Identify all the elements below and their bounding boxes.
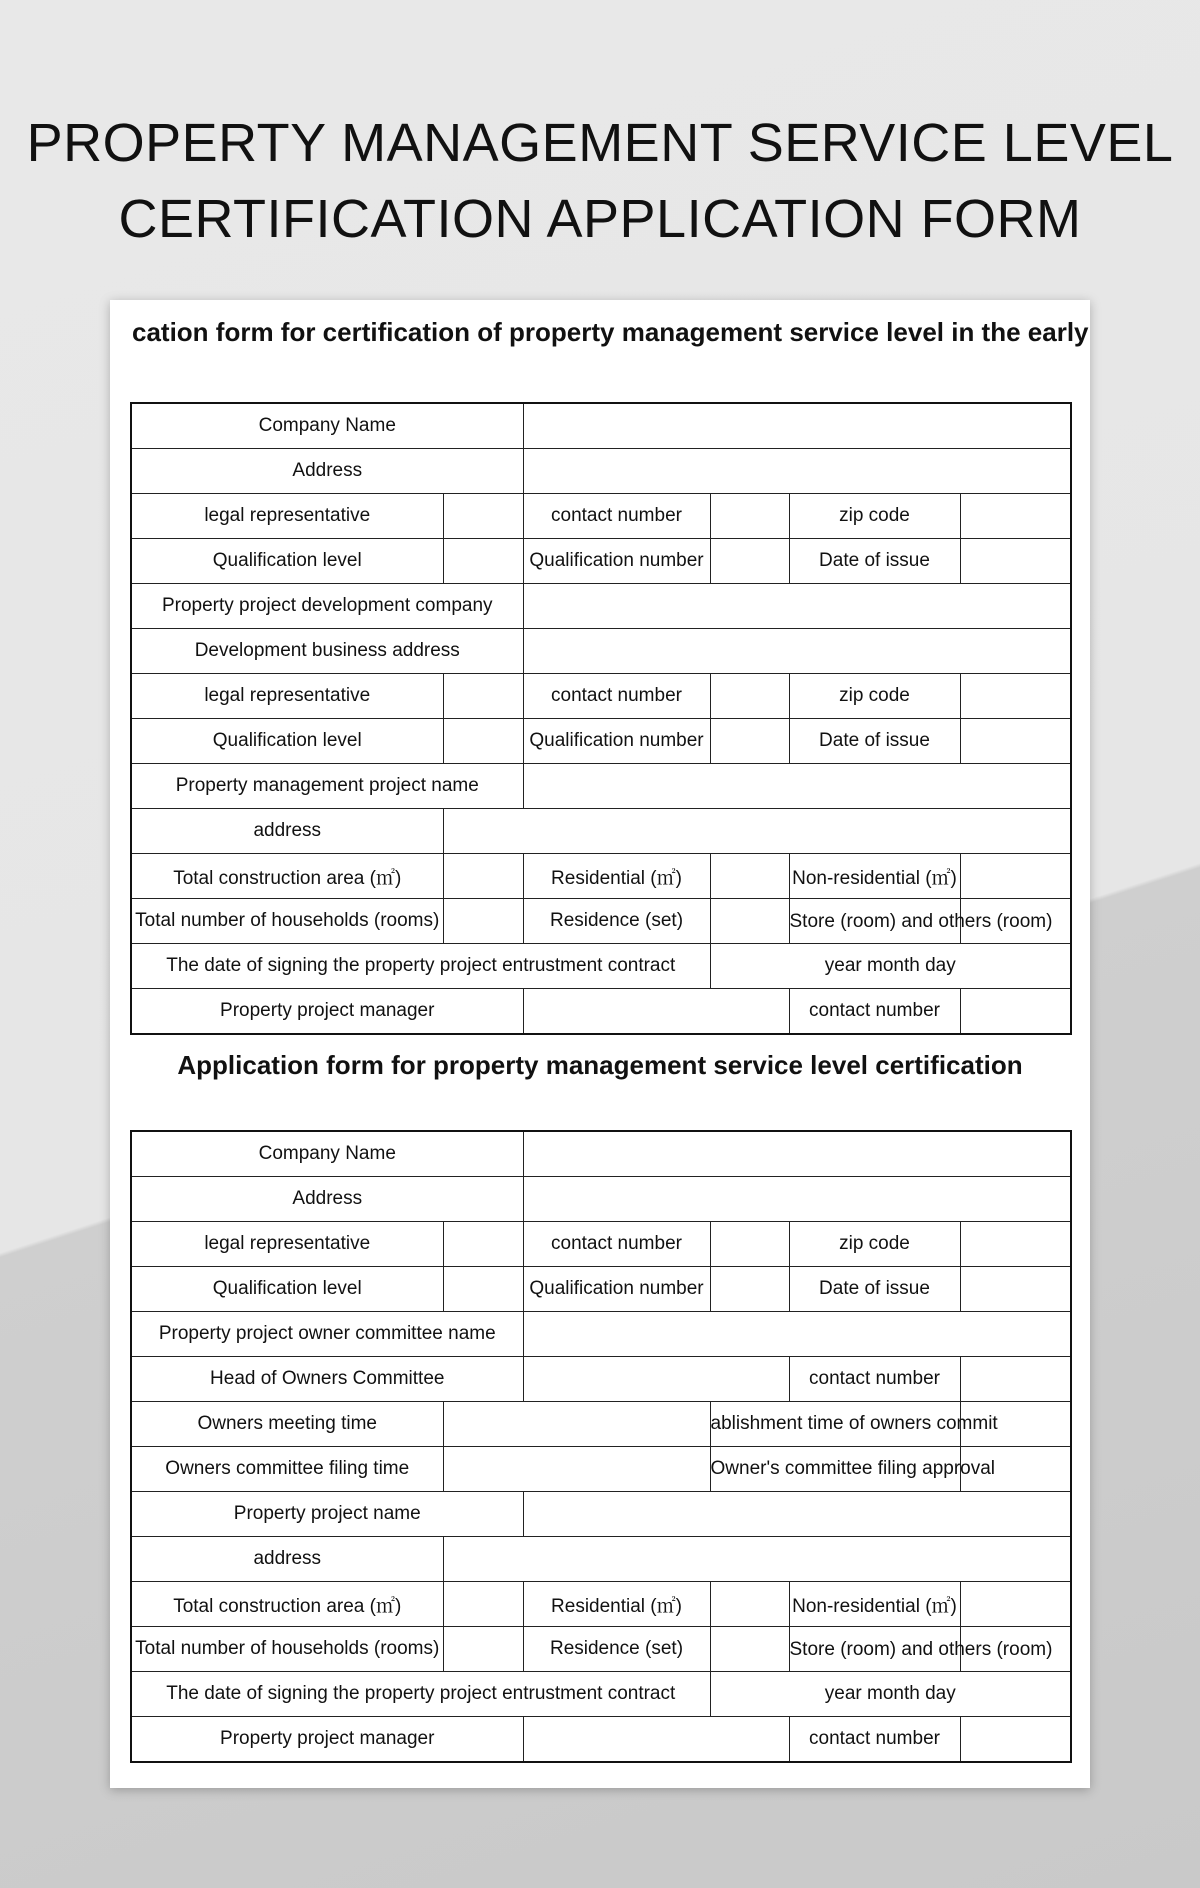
label-residence-set: Residence (set) [523, 899, 710, 944]
field-project-address[interactable] [443, 809, 1071, 854]
label-project-address: address [131, 809, 443, 854]
table-row [131, 1222, 1071, 1267]
table-row [131, 1447, 1071, 1492]
label-total-area: Total construction area (㎡) [131, 854, 443, 899]
field-manager-contact[interactable] [960, 989, 1071, 1035]
label-filing-time: Owners committee filing time [131, 1447, 443, 1492]
field-zip-code[interactable] [960, 494, 1071, 539]
table-row [131, 1537, 1071, 1582]
field-non-residential[interactable] [960, 1582, 1071, 1627]
field-project-name[interactable] [523, 764, 1071, 809]
table-row [131, 1177, 1071, 1222]
field-project-address[interactable] [443, 1537, 1071, 1582]
label-contract-date: The date of signing the property project entrustment contract [131, 1672, 710, 1717]
label-address: Address [131, 449, 523, 494]
field-head-of-committee[interactable] [523, 1357, 789, 1402]
label-qualification-level: Qualification level [131, 1267, 443, 1312]
field-qualification-number[interactable] [710, 719, 789, 764]
table-row [131, 674, 1071, 719]
field-non-residential[interactable] [960, 854, 1071, 899]
field-residence-set[interactable] [710, 899, 789, 944]
label-project-name: Property project name [131, 1492, 523, 1537]
table-row [131, 719, 1071, 764]
page-title-line1: PROPERTY MANAGEMENT SERVICE LEVEL [26, 113, 1174, 173]
table-row [131, 1492, 1071, 1537]
label-store: Store (room) and others (room) [789, 899, 960, 944]
field-residential[interactable] [710, 1582, 789, 1627]
label-qualification-level: Qualification level [131, 719, 443, 764]
field-filing-time[interactable] [443, 1447, 710, 1492]
table-row [131, 989, 1071, 1035]
table-row [131, 1267, 1071, 1312]
field-date-of-issue[interactable] [960, 539, 1071, 584]
field-address[interactable] [523, 1177, 1071, 1222]
field-legal-representative[interactable] [443, 674, 523, 719]
label-zip-code: zip code [789, 1222, 960, 1267]
field-date-of-issue[interactable] [960, 719, 1071, 764]
label-contract-date: The date of signing the property project entrustment contract [131, 944, 710, 989]
table-row [131, 1627, 1071, 1672]
label-non-residential: Non-residential (㎡) [789, 1582, 960, 1627]
table-row [131, 944, 1071, 989]
label-address: Address [131, 1177, 523, 1222]
label-development-address: Development business address [131, 629, 523, 674]
form-sheet [110, 300, 1090, 1788]
label-head-contact: contact number [789, 1357, 960, 1402]
label-project-address: address [131, 1537, 443, 1582]
field-legal-representative[interactable] [443, 494, 523, 539]
field-qualification-level[interactable] [443, 539, 523, 584]
field-meeting-time[interactable] [443, 1402, 710, 1447]
label-qualification-number: Qualification number [523, 539, 710, 584]
label-company-name: Company Name [131, 403, 523, 449]
field-contract-date[interactable]: year month day [710, 944, 1071, 989]
label-store: Store (room) and others (room) [789, 1627, 960, 1672]
field-zip-code[interactable] [960, 674, 1071, 719]
label-residence-set: Residence (set) [523, 1627, 710, 1672]
field-project-name[interactable] [523, 1492, 1071, 1537]
label-meeting-time: Owners meeting time [131, 1402, 443, 1447]
field-address[interactable] [523, 449, 1071, 494]
field-company-name[interactable] [523, 1131, 1071, 1177]
field-contact-number[interactable] [710, 674, 789, 719]
form1-table [130, 402, 1072, 1035]
page-title [0, 105, 1200, 257]
table-row [131, 764, 1071, 809]
label-non-residential: Non-residential (㎡) [789, 854, 960, 899]
field-legal-representative[interactable] [443, 1222, 523, 1267]
table-row [131, 629, 1071, 674]
table-row [131, 1582, 1071, 1627]
field-qualification-level[interactable] [443, 1267, 523, 1312]
label-development-company: Property project development company [131, 584, 523, 629]
field-households[interactable] [443, 1627, 523, 1672]
field-contract-date[interactable]: year month day [710, 1672, 1071, 1717]
label-zip-code: zip code [789, 494, 960, 539]
table-row [131, 494, 1071, 539]
field-company-name[interactable] [523, 403, 1071, 449]
label-owner-committee-name: Property project owner committee name [131, 1312, 523, 1357]
field-project-manager[interactable] [523, 989, 789, 1035]
field-head-contact[interactable] [960, 1357, 1071, 1402]
field-qualification-level[interactable] [443, 719, 523, 764]
label-legal-representative: legal representative [131, 674, 443, 719]
field-development-company[interactable] [523, 584, 1071, 629]
label-date-of-issue: Date of issue [789, 539, 960, 584]
label-households: Total number of households (rooms) [131, 899, 443, 944]
table-row [131, 1357, 1071, 1402]
field-residence-set[interactable] [710, 1627, 789, 1672]
table-row [131, 449, 1071, 494]
table-row [131, 1131, 1071, 1177]
label-date-of-issue: Date of issue [789, 719, 960, 764]
field-contact-number[interactable] [710, 494, 789, 539]
label-manager-contact: contact number [789, 1717, 960, 1763]
label-contact-number: contact number [523, 1222, 710, 1267]
label-residential: Residential (㎡) [523, 1582, 710, 1627]
label-qualification-number: Qualification number [523, 719, 710, 764]
table-row [131, 809, 1071, 854]
label-contact-number: contact number [523, 674, 710, 719]
label-contact-number: contact number [523, 494, 710, 539]
form2-table [130, 1130, 1072, 1763]
label-establishment-time: ablishment time of owners commit [710, 1402, 960, 1447]
field-residential[interactable] [710, 854, 789, 899]
label-legal-representative: legal representative [131, 494, 443, 539]
table-row [131, 1717, 1071, 1763]
field-zip-code[interactable] [960, 1222, 1071, 1267]
form2-heading: Application form for property management service level certification [177, 1050, 1023, 1080]
field-owner-committee-name[interactable] [523, 1312, 1071, 1357]
label-households: Total number of households (rooms) [131, 1627, 443, 1672]
label-zip-code: zip code [789, 674, 960, 719]
label-head-of-committee: Head of Owners Committee [131, 1357, 523, 1402]
field-total-area[interactable] [443, 854, 523, 899]
field-qualification-number[interactable] [710, 539, 789, 584]
table-row [131, 854, 1071, 899]
label-project-manager: Property project manager [131, 989, 523, 1035]
form1-heading: cation form for certification of property management service level in the early [132, 317, 1089, 347]
field-development-address[interactable] [523, 629, 1071, 674]
table-row [131, 1402, 1071, 1447]
label-qualification-level: Qualification level [131, 539, 443, 584]
label-legal-representative: legal representative [131, 1222, 443, 1267]
field-total-area[interactable] [443, 1582, 523, 1627]
label-qualification-number: Qualification number [523, 1267, 710, 1312]
field-project-manager[interactable] [523, 1717, 789, 1763]
label-residential: Residential (㎡) [523, 854, 710, 899]
label-company-name: Company Name [131, 1131, 523, 1177]
table-row [131, 584, 1071, 629]
field-contact-number[interactable] [710, 1222, 789, 1267]
label-manager-contact: contact number [789, 989, 960, 1035]
table-row [131, 403, 1071, 449]
table-row [131, 899, 1071, 944]
field-households[interactable] [443, 899, 523, 944]
field-date-of-issue[interactable] [960, 1267, 1071, 1312]
label-date-of-issue: Date of issue [789, 1267, 960, 1312]
label-total-area: Total construction area (㎡) [131, 1582, 443, 1627]
label-filing-approval: Owner's committee filing approval [710, 1447, 960, 1492]
field-qualification-number[interactable] [710, 1267, 789, 1312]
table-row [131, 539, 1071, 584]
label-project-name: Property management project name [131, 764, 523, 809]
table-row [131, 1672, 1071, 1717]
field-manager-contact[interactable] [960, 1717, 1071, 1763]
table-row [131, 1312, 1071, 1357]
page-title-line2: CERTIFICATION APPLICATION FORM [118, 189, 1082, 249]
label-project-manager: Property project manager [131, 1717, 523, 1763]
